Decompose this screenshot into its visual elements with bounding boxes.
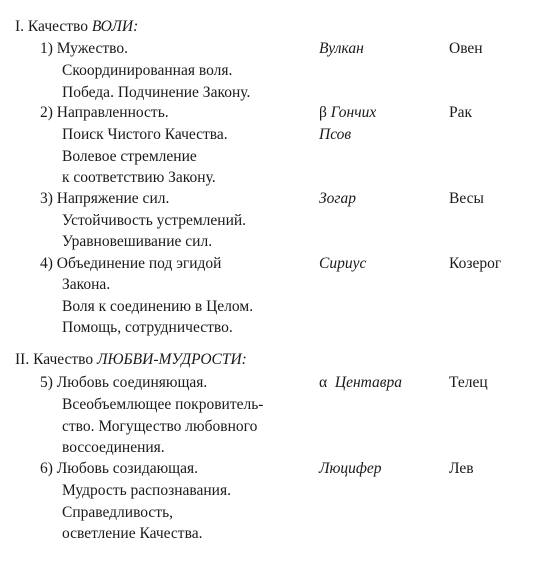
item-label: 2) Направленность.	[40, 104, 169, 121]
star-name	[319, 372, 402, 394]
item-description: ство. Могущество любовного	[62, 418, 258, 435]
section-word: Качество	[33, 351, 94, 368]
item-description: к соответствию Закону.	[62, 169, 216, 186]
section-number: I.	[15, 18, 25, 35]
zodiac-sign: Телец	[449, 374, 488, 391]
section-heading-will	[15, 18, 138, 36]
item-label: 3) Напряжение сил.	[40, 190, 170, 207]
section-number: II.	[15, 351, 30, 368]
item-description: Устойчивость устремлений.	[62, 212, 247, 229]
item-description: Волевое стремление	[62, 148, 197, 165]
section-heading-love-wisdom	[15, 351, 247, 369]
star-name-part: Гончих	[330, 104, 377, 121]
item-description: Всеобъемлющее покровитель-	[62, 396, 264, 413]
star-greek-letter: β	[319, 104, 327, 121]
zodiac-sign: Весы	[449, 190, 484, 207]
item-description: Мудрость распознавания.	[62, 482, 231, 499]
star-greek-letter: α	[319, 374, 328, 391]
item-label: 6) Любовь созидающая.	[40, 460, 198, 477]
item-label: 1) Мужество.	[40, 40, 128, 57]
item-description: Скоординированная воля.	[62, 62, 233, 79]
item-label: 4) Объединение под эгидой	[40, 255, 222, 272]
item-description: Победа. Подчинение Закону.	[62, 84, 251, 101]
star-name: Люцифер	[319, 460, 382, 477]
item-description: Уравновешивание сил.	[62, 233, 213, 250]
star-name-part: Центавра	[334, 374, 402, 391]
section-title: ЛЮБВИ-МУДРОСТИ:	[97, 351, 247, 368]
item-description: осветление Качества.	[62, 525, 203, 542]
item-description: Закона.	[62, 276, 111, 293]
item-label: 5) Любовь соединяющая.	[40, 374, 208, 391]
item-description: Поиск Чистого Качества.	[62, 126, 228, 143]
zodiac-sign: Овен	[449, 40, 483, 57]
section-word: Качество	[27, 18, 88, 35]
section-title: ВОЛИ:	[91, 18, 139, 35]
star-name	[319, 102, 376, 124]
item-description: воссоединения.	[62, 439, 165, 456]
zodiac-sign: Козерог	[449, 255, 502, 272]
zodiac-sign: Рак	[449, 104, 473, 121]
star-name-part: Псов	[319, 126, 352, 143]
star-name: Сириус	[319, 255, 367, 272]
star-name: Вулкан	[319, 40, 364, 57]
item-description: Воля к соединению в Целом.	[62, 298, 254, 315]
zodiac-sign: Лев	[449, 460, 474, 477]
star-name: Зогар	[319, 190, 356, 207]
item-description: Справедливость,	[62, 504, 174, 521]
item-description: Помощь, сотрудничество.	[62, 319, 233, 336]
